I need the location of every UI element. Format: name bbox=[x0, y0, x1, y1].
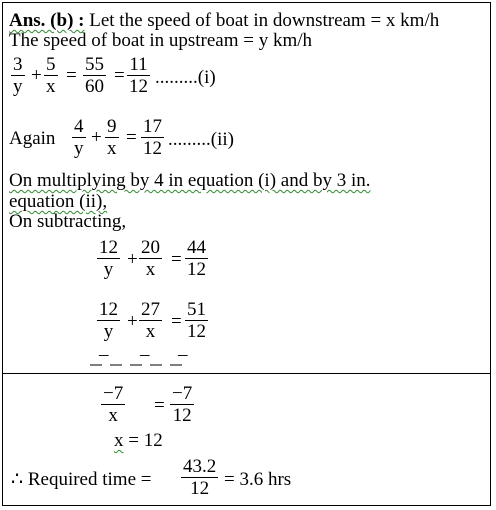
equation-label: .........(ii) bbox=[168, 129, 234, 150]
denominator: 12 bbox=[172, 405, 192, 426]
plus-sign: + bbox=[31, 65, 42, 86]
fraction bbox=[185, 237, 208, 280]
denominator: y bbox=[13, 76, 23, 97]
fraction bbox=[170, 383, 194, 426]
upstream-speed-text: The speed of boat in upstream = y km/h bbox=[9, 30, 313, 51]
denominator: y bbox=[103, 259, 114, 280]
minus-sign: – bbox=[140, 344, 150, 365]
fraction bbox=[127, 54, 150, 97]
plus-sign: + bbox=[127, 311, 138, 332]
denominator: x bbox=[107, 138, 117, 159]
numerator: 55 bbox=[85, 54, 104, 75]
multiply-instruction-line-2: equation (ii), bbox=[9, 191, 108, 212]
downstream-speed-text: Let the speed of boat in downstream = x km/h bbox=[89, 10, 440, 31]
fraction bbox=[83, 54, 106, 97]
denominator: x bbox=[145, 321, 156, 342]
numerator: −7 bbox=[103, 383, 124, 404]
denominator: 12 bbox=[187, 259, 206, 280]
equals-sign: = bbox=[66, 65, 77, 86]
denominator: y bbox=[74, 138, 84, 159]
required-time-label: ∴ Required time = bbox=[11, 469, 152, 490]
numerator: 9 bbox=[107, 116, 117, 137]
fraction bbox=[97, 299, 120, 342]
denominator: y bbox=[103, 321, 114, 342]
minus-sign: – bbox=[99, 344, 109, 365]
denominator: 12 bbox=[143, 138, 162, 159]
x-value: = 12 bbox=[123, 430, 163, 451]
denominator: x bbox=[108, 405, 118, 426]
numerator: 5 bbox=[46, 54, 56, 75]
minus-sign: – bbox=[178, 344, 188, 365]
denominator: 12 bbox=[187, 321, 206, 342]
fraction bbox=[11, 54, 25, 97]
plus-sign: + bbox=[127, 249, 138, 270]
equals-sign: = bbox=[154, 395, 165, 416]
numerator: 20 bbox=[141, 237, 160, 258]
fraction bbox=[139, 237, 162, 280]
numerator: 51 bbox=[187, 299, 206, 320]
numerator: 27 bbox=[141, 299, 160, 320]
numerator: 3 bbox=[13, 54, 23, 75]
subtracting-label: On subtracting, bbox=[9, 211, 127, 232]
denominator: x bbox=[145, 259, 156, 280]
equation-label: .........(i) bbox=[155, 67, 216, 88]
numerator: 12 bbox=[99, 237, 118, 258]
numerator: 43.2 bbox=[183, 456, 217, 477]
answer-label: Ans. (b) : bbox=[9, 10, 85, 31]
plus-sign: + bbox=[91, 127, 102, 148]
fraction bbox=[101, 383, 125, 426]
fraction bbox=[44, 54, 58, 97]
numerator: 17 bbox=[143, 116, 162, 137]
denominator: 60 bbox=[85, 76, 104, 97]
equals-sign: = bbox=[171, 249, 182, 270]
equals-sign: = bbox=[171, 311, 182, 332]
numerator: 11 bbox=[129, 54, 148, 75]
fraction bbox=[97, 237, 120, 280]
numerator: 44 bbox=[187, 237, 206, 258]
equals-sign: = bbox=[114, 65, 125, 86]
equals-sign: = bbox=[126, 127, 137, 148]
numerator: 12 bbox=[99, 299, 118, 320]
fraction bbox=[139, 299, 162, 342]
denominator: 12 bbox=[129, 76, 148, 97]
required-time-result: = 3.6 hrs bbox=[224, 469, 292, 490]
fraction bbox=[141, 116, 164, 159]
fraction bbox=[185, 299, 208, 342]
numerator: −7 bbox=[172, 383, 193, 404]
again-label: Again bbox=[9, 128, 56, 149]
answer-line-1 bbox=[9, 11, 439, 31]
multiply-instruction-line-1: On multiplying by 4 in equation (i) and by 3 in. bbox=[9, 170, 371, 191]
section-divider bbox=[2, 373, 491, 374]
denominator: 12 bbox=[190, 478, 210, 499]
x-variable: x bbox=[114, 430, 124, 451]
underline-rule bbox=[90, 363, 190, 367]
numerator: 4 bbox=[74, 116, 84, 137]
fraction bbox=[72, 116, 86, 159]
fraction bbox=[105, 116, 119, 159]
x-result bbox=[114, 431, 163, 451]
denominator: x bbox=[46, 76, 56, 97]
fraction bbox=[181, 456, 218, 499]
